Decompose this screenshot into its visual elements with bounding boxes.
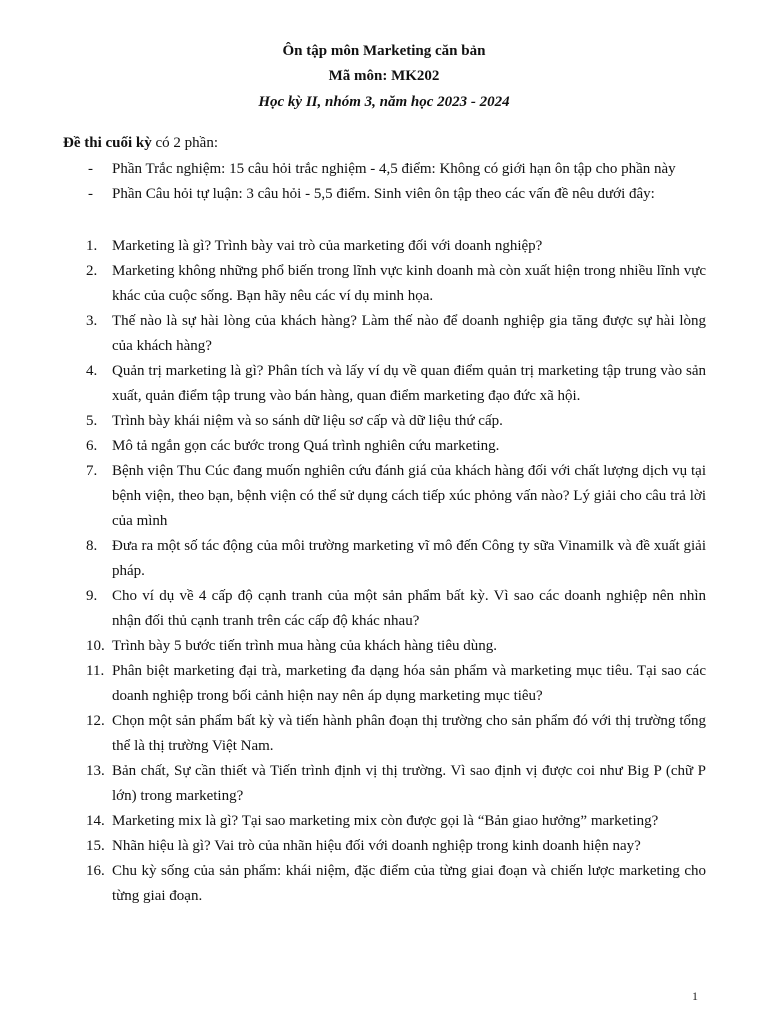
question-text: Phân biệt marketing đại trà, marketing đa dạng hóa sản phẩm và marketing mục tiêu. Tại sao các doanh nghiệp trong bối cảnh hiện nay nên áp dụng marketing mục tiêu? xyxy=(112,663,706,704)
exam-intro xyxy=(63,134,218,153)
page-number: 1 xyxy=(692,989,698,1003)
question-number: 10. xyxy=(86,638,105,654)
question-item xyxy=(86,759,706,809)
question-item xyxy=(86,859,706,909)
question-number: 7. xyxy=(86,463,98,479)
exam-intro-rest: có 2 phần: xyxy=(151,135,218,151)
question-text: Marketing là gì? Trình bày vai trò của marketing đối với doanh nghiệp? xyxy=(112,238,543,254)
question-number: 12. xyxy=(86,713,105,729)
question-number: 13. xyxy=(86,763,105,779)
question-text: Đưa ra một số tác động của môi trường marketing vĩ mô đến Công ty sữa Vinamilk và đề xuất giải pháp. xyxy=(112,538,706,579)
question-text: Thế nào là sự hài lòng của khách hàng? Làm thế nào để doanh nghiệp gia tăng được sự hài lòng của khách hàng? xyxy=(112,313,706,354)
question-text: Mô tả ngắn gọn các bước trong Quá trình nghiên cứu marketing. xyxy=(112,438,500,454)
question-item xyxy=(86,409,706,434)
question-text: Trình bày khái niệm và so sánh dữ liệu sơ cấp và dữ liệu thứ cấp. xyxy=(112,413,503,429)
bullet-dash: - xyxy=(88,186,93,202)
question-text: Bệnh viện Thu Cúc đang muốn nghiên cứu đánh giá của khách hàng đối với chất lượng dịch vụ tại bệnh viện, theo bạn, bệnh viện có thể sử dụng cách tiếp xúc phỏng vấn nào? Lý giải cho câu trả lời của mình xyxy=(112,463,706,529)
question-text: Quản trị marketing là gì? Phân tích và lấy ví dụ về quan điểm quản trị marketing tập trung vào sản xuất, quản điểm tập trung vào bán hàng, quan điểm marketing đạo đức xã hội. xyxy=(112,363,706,404)
question-item xyxy=(86,634,706,659)
question-number: 2. xyxy=(86,263,98,279)
exam-part-text: Phần Trắc nghiệm: 15 câu hỏi trắc nghiệm - 4,5 điểm: Không có giới hạn ôn tập cho phần này xyxy=(112,161,676,177)
question-item xyxy=(86,709,706,759)
question-number: 15. xyxy=(86,838,105,854)
exam-part-text: Phần Câu hỏi tự luận: 3 câu hỏi - 5,5 điểm. Sinh viên ôn tập theo các vấn đề nêu dưới đây: xyxy=(112,186,655,202)
question-number: 3. xyxy=(86,313,98,329)
question-number: 8. xyxy=(86,538,98,554)
question-item xyxy=(86,234,706,259)
exam-part-item xyxy=(88,160,728,185)
question-number: 14. xyxy=(86,813,105,829)
question-text: Bản chất, Sự cần thiết và Tiến trình định vị thị trường. Vì sao định vị được coi như Big P (chữ P lớn) trong marketing? xyxy=(112,763,706,804)
question-item xyxy=(86,834,706,859)
question-item xyxy=(86,359,706,409)
exam-parts-list xyxy=(88,160,728,210)
question-text: Chu kỳ sống của sản phẩm: khái niệm, đặc điểm của từng giai đoạn và chiến lược marketing cho từng giai đoạn. xyxy=(112,863,706,904)
question-list xyxy=(86,234,706,909)
question-number: 4. xyxy=(86,363,98,379)
question-number: 9. xyxy=(86,588,98,604)
exam-part-item xyxy=(88,185,728,210)
question-item xyxy=(86,809,706,834)
question-item xyxy=(86,434,706,459)
question-text: Chọn một sản phẩm bất kỳ và tiến hành phân đoạn thị trường cho sản phẩm đó với thị trường tổng thể là thị trường Việt Nam. xyxy=(112,713,706,754)
question-number: 16. xyxy=(86,863,105,879)
course-code: Mã môn: MK202 xyxy=(328,68,440,84)
question-item xyxy=(86,309,706,359)
question-item xyxy=(86,659,706,709)
question-number: 5. xyxy=(86,413,98,429)
question-number: 6. xyxy=(86,438,98,454)
question-text: Trình bày 5 bước tiến trình mua hàng của khách hàng tiêu dùng. xyxy=(112,638,498,654)
document-title: Ôn tập môn Marketing căn bản xyxy=(282,43,486,59)
question-item xyxy=(86,534,706,584)
semester-info: Học kỳ II, nhóm 3, năm học 2023 - 2024 xyxy=(258,94,510,110)
question-item xyxy=(86,584,706,634)
question-text: Marketing không những phổ biến trong lĩnh vực kinh doanh mà còn xuất hiện trong nhiều lĩnh vực khác của cuộc sống. Bạn hãy nêu các ví dụ minh họa. xyxy=(112,263,706,304)
question-text: Nhãn hiệu là gì? Vai trò của nhãn hiệu đối với doanh nghiệp trong kinh doanh hiện nay? xyxy=(112,838,641,854)
bullet-dash: - xyxy=(88,161,93,177)
question-item xyxy=(86,459,706,534)
question-item xyxy=(86,259,706,309)
question-text: Marketing mix là gì? Tại sao marketing mix còn được gọi là “Bản giao hưởng” marketing? xyxy=(112,813,659,829)
question-number: 1. xyxy=(86,238,98,254)
question-number: 11. xyxy=(86,663,105,679)
exam-intro-bold: Đề thi cuối kỳ xyxy=(63,135,152,151)
question-text: Cho ví dụ về 4 cấp độ cạnh tranh của một sản phẩm bất kỳ. Vì sao các doanh nghiệp nên nhìn nhận đối thủ cạnh tranh trên các cấp độ khác nhau? xyxy=(112,588,706,629)
